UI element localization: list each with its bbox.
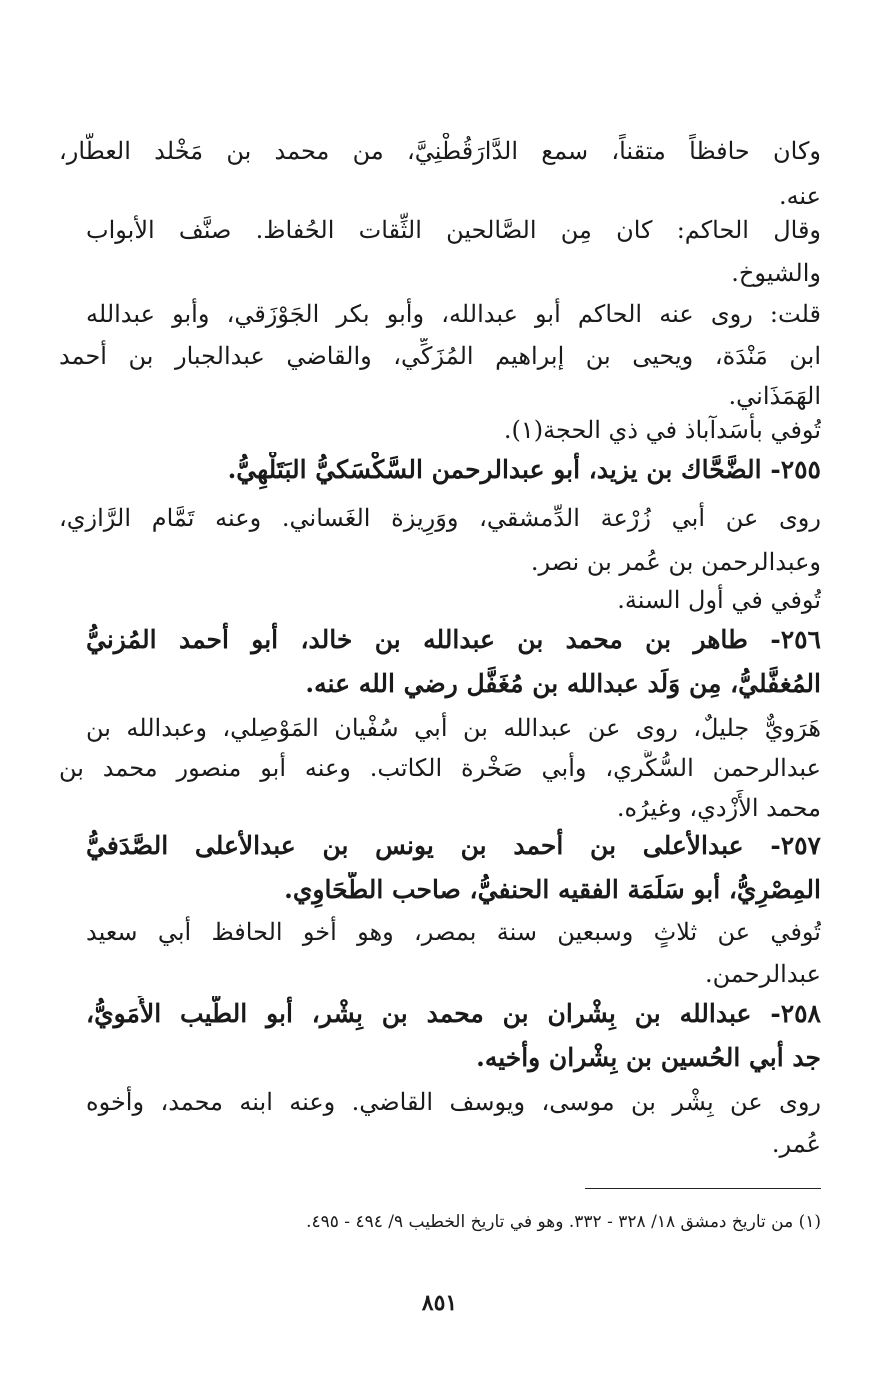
text-line: محمد الأَزْدي، وغيرُه. [616,794,821,822]
text-line: عنه. [778,182,821,210]
text-line: وكان حافظاً متقناً، سمع الدَّارَقُطْنِيَّ، من محمد بن مَخْلد العطَّار، [59,137,821,165]
text-line: ابن مَنْدَة، ويحيى بن إبراهيم المُزَكِّي، والقاضي عبدالجبار بن أحمد [59,342,821,370]
page-number: ٨٥١ [421,1290,458,1316]
text-line: عُمر. [771,1130,821,1158]
text-line: تُوفي بأَسَدآباذ في ذي الحجة(١). [503,416,821,444]
text-line: عبدالرحمن السُّكَّري، وأبي صَخْرة الكاتب. وعنه أبو منصور محمد بن [59,754,821,782]
text-line: عبدالرحمن. [705,960,821,988]
entry-heading-256-cont: المُغفَّليُّ، مِن وَلَد عبدالله بن مُغَفَّل رضي الله عنه. [305,669,821,698]
text-line: وعبدالرحمن بن عُمر بن نصر. [530,548,821,576]
entry-heading-257-cont: المِصْرِيُّ، أبو سَلَمَة الفقيه الحنفيُّ، صاحب الطَّحَاوِي. [284,875,821,904]
text-line: وقال الحاكم: كان مِن الصَّالحين الثِّقات الحُفاظ. صنَّف الأبواب [86,216,821,244]
entry-heading-258-cont: جد أبي الحُسين بن بِشْران وأخيه. [476,1043,821,1072]
text-line: والشيوخ. [731,259,821,287]
text-line: روى عن بِشْر بن موسى، ويوسف القاضي. وعنه ابنه محمد، وأخوه [86,1088,821,1116]
entry-heading-257: ٢٥٧- عبدالأعلى بن أحمد بن يونس بن عبدالأعلى الصَّدَفيُّ [86,831,821,860]
footnote: (١) من تاريخ دمشق ١٨/ ٣٢٨ - ٣٣٢. وهو في تاريخ الخطيب ٩/ ٤٩٤ - ٤٩٥. [306,1212,821,1232]
text-line: قلت: روى عنه الحاكم أبو عبدالله، وأبو بكر الجَوْزَقي، وأبو عبدالله [86,300,821,328]
text-line: تُوفي عن ثلاثٍ وسبعين سنة بمصر، وهو أخو الحافظ أبي سعيد [86,918,821,946]
text-line: روى عن أبي زُرْعة الدِّمشقي، ووَرِيزة الغَساني. وعنه تَمَّام الرَّازي، [59,504,821,532]
text-line: هَرَويٌّ جليلٌ، روى عن عبدالله بن أبي سُفْيان المَوْصِلي، وعبدالله بن [86,714,821,742]
text-line: الهَمَذَاني. [728,382,821,410]
entry-heading-255: ٢٥٥- الضَّحَّاك بن يزيد، أبو عبدالرحمن السَّكْسَكيُّ البَتَلْهِيُّ. [227,455,821,484]
text-line: تُوفي في أول السنة. [617,586,821,614]
footnote-divider [585,1188,821,1189]
entry-heading-258: ٢٥٨- عبدالله بن بِشْران بن محمد بن بِشْر، أبو الطَّيب الأُمَويُّ، [86,999,821,1028]
entry-heading-256: ٢٥٦- طاهر بن محمد بن عبدالله بن خالد، أبو أحمد المُزنيُّ [86,625,821,654]
